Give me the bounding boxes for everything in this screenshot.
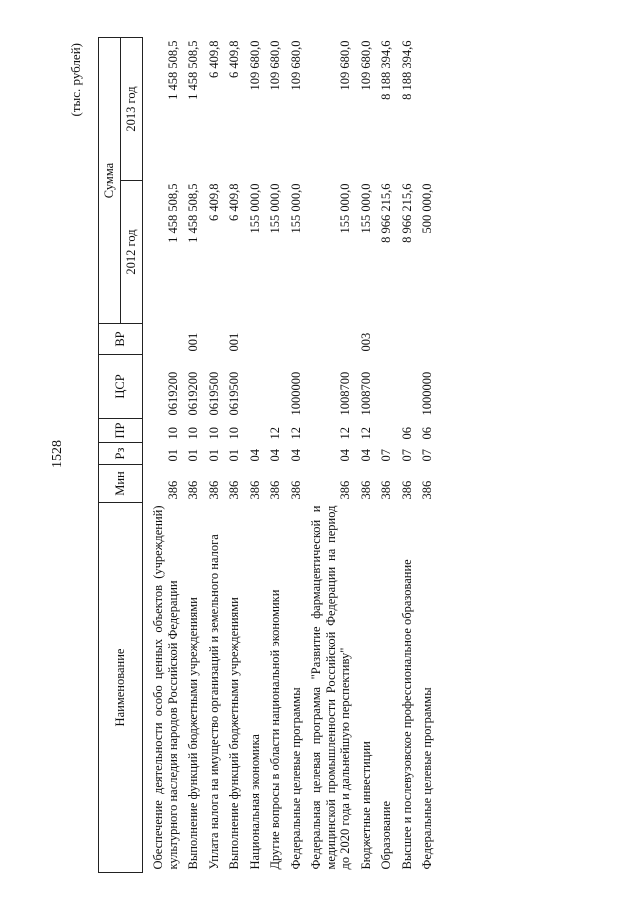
row-min: 386: [420, 480, 434, 500]
row-rz: 01: [165, 449, 180, 462]
row-pr: 06: [420, 427, 434, 440]
row-min: 386: [338, 480, 352, 500]
row-rz: 04: [358, 449, 373, 462]
row-amount-2012: 1 458 508,5: [165, 183, 180, 243]
row-rz: 07: [399, 449, 414, 462]
row-pr: 10: [165, 427, 180, 440]
row-amount-2012: 6 409,8: [227, 183, 241, 221]
row-vr: [264, 324, 285, 355]
row-name: Обеспечение деятельности особо ценных объектов (учреждений) культурного наследия народов Российской Федерации: [151, 505, 180, 870]
row-pr: 10: [186, 427, 200, 440]
row-vr: [244, 324, 265, 355]
row-csr: [375, 355, 396, 419]
row-amount-2012: 155 000,0: [247, 183, 262, 234]
row-name: Федеральная целевая программа "Развитие фармацевтической и медицинской промышленности Российской Федерации на период до 2020 года и дальнейшую перспективу": [309, 505, 352, 870]
row-min: 386: [358, 480, 373, 500]
row-min: 386: [206, 480, 221, 500]
row-pr: 12: [268, 427, 282, 440]
row-amount-2013: 109 680,0: [268, 40, 282, 91]
table-row: [264, 38, 285, 873]
row-csr: 0619200: [165, 371, 180, 416]
header-vr: ВР: [99, 324, 143, 355]
row-pr: 12: [338, 427, 352, 440]
row-rz: 01: [186, 449, 200, 462]
row-amount-2013: 6 409,8: [227, 40, 241, 78]
table-row: [244, 38, 265, 873]
row-csr: [264, 355, 285, 419]
row-min: 386: [186, 480, 200, 500]
row-vr: [375, 324, 396, 355]
row-amount-2013: 1 458 508,5: [165, 40, 180, 100]
row-amount-2013: 8 188 394,6: [399, 40, 414, 100]
row-rz: 07: [379, 449, 393, 462]
header-2012: 2012 год: [121, 181, 143, 324]
table-row: [143, 38, 183, 873]
row-rz: 01: [206, 449, 221, 462]
row-min: 386: [247, 480, 262, 500]
header-name: Наименование: [99, 503, 143, 873]
row-csr: 1000000: [288, 371, 303, 416]
row-amount-2013: 109 680,0: [338, 40, 352, 91]
row-amount-2013: [416, 38, 437, 181]
row-min: 386: [268, 480, 282, 500]
table-row: [305, 38, 355, 873]
page-number: 1528: [50, 440, 65, 468]
budget-table: [98, 37, 437, 873]
header-pr: ПР: [99, 419, 143, 443]
row-vr: [416, 324, 437, 355]
row-rz: 04: [247, 449, 262, 462]
row-amount-2012: 8 966 215,6: [379, 183, 393, 243]
row-pr: 12: [358, 427, 373, 440]
table-row: [396, 38, 417, 873]
row-rz: 01: [227, 449, 241, 462]
row-rz: 04: [338, 449, 352, 462]
row-amount-2012: 155 000,0: [268, 183, 282, 234]
row-amount-2012: 155 000,0: [288, 183, 303, 234]
row-pr: 10: [206, 427, 221, 440]
row-amount-2012: 155 000,0: [358, 183, 373, 234]
row-name: Бюджетные инвестиции: [358, 741, 373, 870]
row-csr: 0619500: [206, 371, 221, 416]
row-min: 386: [227, 480, 241, 500]
row-csr: 0619500: [227, 371, 241, 416]
row-pr: 10: [227, 427, 241, 440]
row-vr: [285, 324, 306, 355]
header-sum: Сумма: [99, 38, 121, 324]
table-row: [355, 38, 376, 873]
table-row: [182, 38, 203, 873]
row-csr: [396, 355, 417, 419]
row-amount-2012: 1 458 508,5: [186, 183, 200, 243]
row-amount-2013: 1 458 508,5: [186, 40, 200, 100]
row-rz: 04: [288, 449, 303, 462]
row-name: Выполнение функций бюджетными учреждениями: [227, 597, 241, 870]
row-vr: [305, 324, 355, 355]
header-csr: ЦСР: [99, 355, 143, 419]
row-name: Федеральные целевые программы: [420, 687, 434, 870]
row-amount-2012: 500 000,0: [420, 183, 434, 234]
row-csr: [244, 355, 265, 419]
row-amount-2013: 8 188 394,6: [379, 40, 393, 100]
row-rz: 07: [420, 449, 434, 462]
row-pr: [375, 419, 396, 443]
table-body: [143, 38, 437, 873]
row-amount-2012: 8 966 215,6: [399, 183, 414, 243]
row-rz: 04: [268, 449, 282, 462]
row-name: Уплата налога на имущество организаций и земельного налога: [206, 534, 221, 870]
header-rz: Рз: [99, 443, 143, 465]
row-name: Выполнение функций бюджетными учреждениями: [186, 597, 200, 870]
row-min: 386: [379, 480, 393, 500]
row-name: Федеральные целевые программы: [288, 687, 303, 870]
row-vr: 003: [358, 332, 373, 352]
unit-note: (тыс. рублей): [68, 43, 83, 117]
row-amount-2013: 6 409,8: [206, 40, 221, 78]
table-row: [203, 38, 224, 873]
row-amount-2013: 109 680,0: [358, 40, 373, 91]
row-vr: 001: [227, 332, 241, 352]
row-csr: 0619200: [186, 371, 200, 416]
row-min: 386: [288, 480, 303, 500]
row-pr: 06: [399, 427, 414, 440]
table-row: [285, 38, 306, 873]
row-amount-2012: 155 000,0: [338, 183, 352, 234]
row-min: 386: [399, 480, 414, 500]
header-min: Мин: [99, 465, 143, 503]
row-vr: [143, 324, 183, 355]
row-pr: 12: [288, 427, 303, 440]
row-vr: [203, 324, 224, 355]
row-name: Другие вопросы в области национальной экономики: [268, 589, 282, 870]
row-csr: 1008700: [358, 371, 373, 416]
table-row: [416, 38, 437, 873]
row-pr: [244, 419, 265, 443]
row-vr: 001: [186, 332, 200, 352]
row-amount-2013: 109 680,0: [288, 40, 303, 91]
header-2013: 2013 год: [121, 38, 143, 181]
row-amount-2012: 6 409,8: [206, 183, 221, 221]
row-name: Образование: [379, 800, 393, 870]
row-csr: 1000000: [420, 371, 434, 416]
row-vr: [396, 324, 417, 355]
table-header: [99, 38, 143, 873]
rotated-table-area: [68, 38, 568, 873]
table-row: [375, 38, 396, 873]
row-name: Национальная экономика: [247, 734, 262, 870]
row-csr: 1008700: [338, 371, 352, 416]
row-min: 386: [165, 480, 180, 500]
row-name: Высшее и послевузовское профессиональное образование: [399, 559, 414, 870]
row-amount-2013: 109 680,0: [247, 40, 262, 91]
table-row: [223, 38, 244, 873]
